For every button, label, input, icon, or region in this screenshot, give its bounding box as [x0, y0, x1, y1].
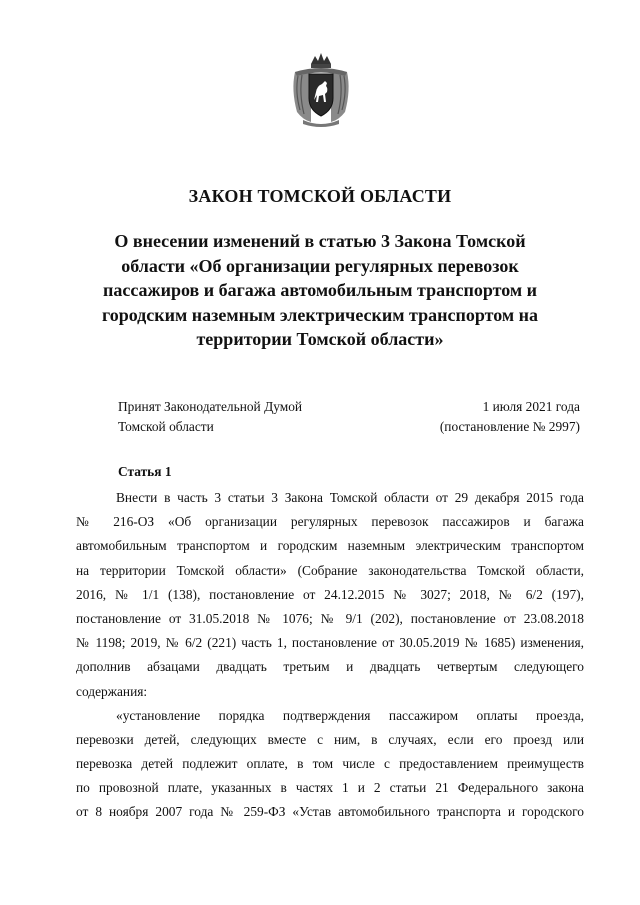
- adopted-by-line: Томской области: [118, 419, 214, 434]
- body-line: автомобильным транспортом и городским наземным электрическим транспортом: [76, 538, 584, 554]
- resolution-number: (постановление № 2997): [439, 419, 580, 434]
- subtitle-line: О внесении изменений в статью 3 Закона Томской: [114, 231, 526, 251]
- article-heading: Статья 1: [118, 464, 172, 479]
- body-line: № 1198; 2019, № 6/2 (221) часть 1, постановление от 30.05.2019 № 1685) изменения,: [76, 635, 584, 651]
- body-line: «установление порядка подтверждения пассажиром оплаты проезда,: [116, 707, 584, 723]
- coat-of-arms-icon: [289, 50, 353, 130]
- adoption-date: [440, 397, 580, 437]
- subtitle-line: пассажиров и багажа автомобильным транспортом и: [102, 280, 538, 300]
- subtitle-line: городским наземным электрическим транспортом на: [101, 304, 539, 325]
- adopted-by-line: Принят Законодательной Думой: [118, 399, 303, 414]
- document-subtitle: [95, 229, 545, 352]
- subtitle-line: области «Об организации регулярных перевозок: [121, 255, 519, 276]
- subtitle-line: территории Томской области»: [196, 329, 444, 349]
- adopted-by: [118, 397, 302, 437]
- document-title: ЗАКОН ТОМСКОЙ ОБЛАСТИ: [188, 186, 452, 206]
- body-line: перевозка детей подлежит оплате, в том числе с предоставлением преимуществ: [76, 756, 584, 772]
- body-line: от 8 ноября 2007 года № 259-ФЗ «Устав автомобильного транспорта и городского: [76, 804, 584, 820]
- body-line: содержания:: [76, 683, 148, 699]
- body-line: постановление от 31.05.2018 № 1076; № 9/1 (202), постановление от 23.08.2018: [76, 610, 584, 626]
- body-line: по провозной плате, указанных в частях 1 и 2 статьи 21 Федерального закона: [76, 780, 584, 796]
- body-line: перевозки детей, следующих вместе с ним, в случаях, если его проезд или: [76, 731, 584, 747]
- body-line: 2016, № 1/1 (138), постановление от 24.12.2015 № 3027; 2018, № 6/2 (197),: [76, 586, 584, 602]
- adoption-date-line: 1 июля 2021 года: [482, 399, 580, 414]
- body-line: дополнив абзацами двадцать третьим и двадцать четвертым следующего: [76, 659, 584, 675]
- body-line: № 216-ОЗ «Об организации регулярных перевозок пассажиров и багажа: [76, 514, 584, 530]
- body-line: Внести в часть 3 статьи 3 Закона Томской области от 29 декабря 2015 года: [116, 490, 584, 505]
- article-body: [76, 486, 584, 825]
- body-line: на территории Томской области» (Собрание законодательства Томской области,: [76, 562, 584, 578]
